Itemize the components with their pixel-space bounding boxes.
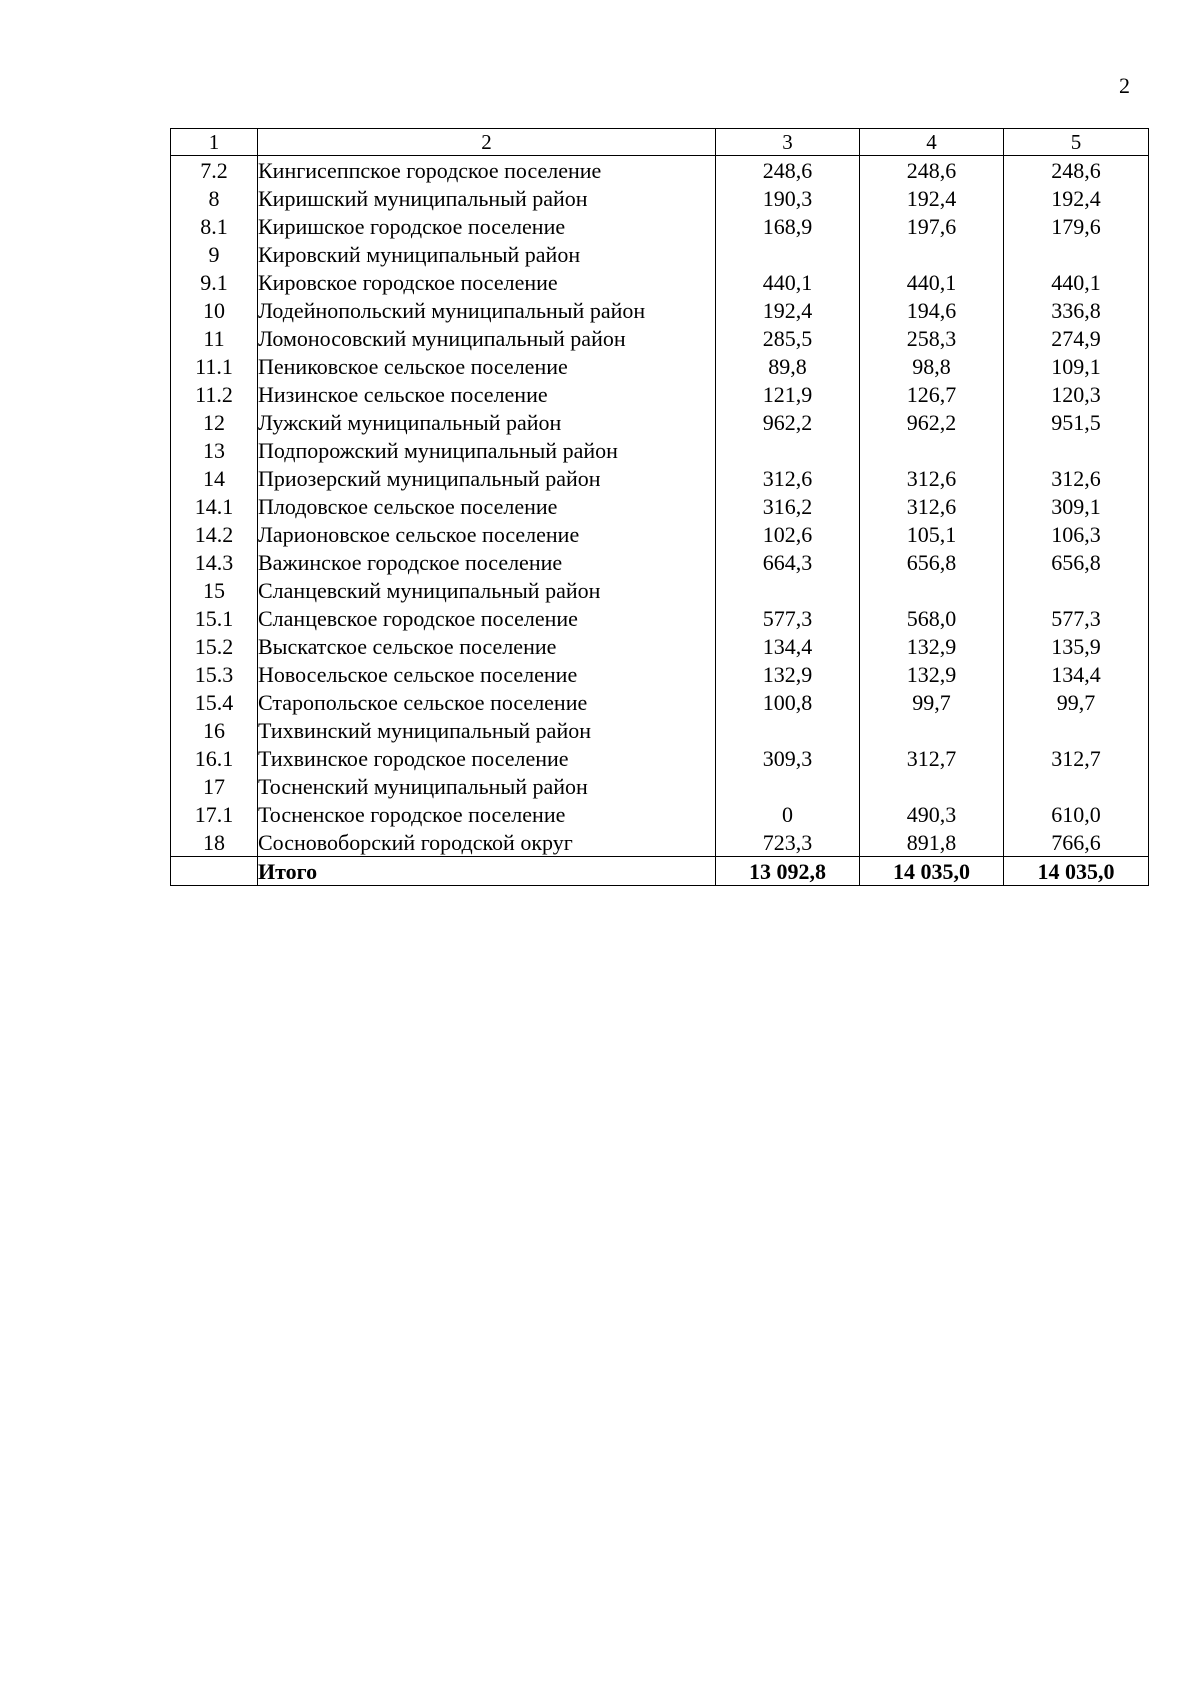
table-row (171, 772, 1149, 800)
row-value-cell: 99,7 (1004, 688, 1149, 716)
row-value-cell: 0 (716, 800, 860, 828)
row-value-cell: 134,4 (716, 632, 860, 660)
row-name-cell: Кировский муниципальный район (258, 240, 716, 268)
table-row (171, 828, 1149, 857)
table-row (171, 324, 1149, 352)
row-value-cell: 312,7 (1004, 744, 1149, 772)
row-value-cell: 135,9 (1004, 632, 1149, 660)
data-table (170, 128, 1149, 886)
row-value-cell: 440,1 (1004, 268, 1149, 296)
row-value-cell: 248,6 (860, 156, 1004, 185)
row-value-cell: 440,1 (860, 268, 1004, 296)
row-value-cell (860, 436, 1004, 464)
row-value-cell: 577,3 (716, 604, 860, 632)
table-row (171, 604, 1149, 632)
row-value-cell: 106,3 (1004, 520, 1149, 548)
total-number-cell (171, 857, 258, 886)
row-number-cell: 16.1 (171, 744, 258, 772)
row-number-cell: 14.2 (171, 520, 258, 548)
row-value-cell: 951,5 (1004, 408, 1149, 436)
row-value-cell (716, 240, 860, 268)
row-name-cell: Сланцевский муниципальный район (258, 576, 716, 604)
row-value-cell: 656,8 (1004, 548, 1149, 576)
row-name-cell: Киришское городское поселение (258, 212, 716, 240)
row-value-cell: 194,6 (860, 296, 1004, 324)
row-number-cell: 9.1 (171, 268, 258, 296)
row-value-cell (860, 716, 1004, 744)
row-value-cell: 102,6 (716, 520, 860, 548)
table-row (171, 800, 1149, 828)
row-value-cell: 197,6 (860, 212, 1004, 240)
column-header: 1 (171, 129, 258, 156)
row-value-cell: 656,8 (860, 548, 1004, 576)
table-row (171, 296, 1149, 324)
row-number-cell: 8 (171, 184, 258, 212)
row-name-cell: Тосненский муниципальный район (258, 772, 716, 800)
row-value-cell: 192,4 (860, 184, 1004, 212)
row-value-cell: 98,8 (860, 352, 1004, 380)
row-number-cell: 14 (171, 464, 258, 492)
row-value-cell: 248,6 (1004, 156, 1149, 185)
row-value-cell: 132,9 (860, 660, 1004, 688)
row-name-cell: Сланцевское городское поселение (258, 604, 716, 632)
row-value-cell: 962,2 (860, 408, 1004, 436)
row-value-cell: 577,3 (1004, 604, 1149, 632)
row-name-cell: Низинское сельское поселение (258, 380, 716, 408)
row-value-cell: 121,9 (716, 380, 860, 408)
page-number: 2 (1119, 73, 1130, 98)
row-value-cell: 285,5 (716, 324, 860, 352)
column-header: 2 (258, 129, 716, 156)
row-value-cell: 312,6 (716, 464, 860, 492)
row-name-cell: Тихвинский муниципальный район (258, 716, 716, 744)
row-value-cell: 316,2 (716, 492, 860, 520)
total-value-cell: 14 035,0 (1004, 857, 1149, 886)
row-value-cell (1004, 436, 1149, 464)
table-row (171, 548, 1149, 576)
row-value-cell: 309,3 (716, 744, 860, 772)
row-name-cell: Важинское городское поселение (258, 548, 716, 576)
row-number-cell: 15.2 (171, 632, 258, 660)
table-body (171, 156, 1149, 857)
row-value-cell: 766,6 (1004, 828, 1149, 857)
row-number-cell: 11.1 (171, 352, 258, 380)
row-value-cell (1004, 240, 1149, 268)
row-value-cell: 312,6 (860, 492, 1004, 520)
row-number-cell: 12 (171, 408, 258, 436)
row-name-cell: Приозерский муниципальный район (258, 464, 716, 492)
row-value-cell (860, 240, 1004, 268)
row-value-cell: 962,2 (716, 408, 860, 436)
row-number-cell: 7.2 (171, 156, 258, 185)
row-value-cell (1004, 772, 1149, 800)
row-number-cell: 15 (171, 576, 258, 604)
row-name-cell: Новосельское сельское поселение (258, 660, 716, 688)
total-row (171, 857, 1149, 886)
row-value-cell: 100,8 (716, 688, 860, 716)
row-number-cell: 17 (171, 772, 258, 800)
row-name-cell: Сосновоборский городской округ (258, 828, 716, 857)
row-name-cell: Старопольское сельское поселение (258, 688, 716, 716)
row-number-cell: 14.1 (171, 492, 258, 520)
row-value-cell (716, 436, 860, 464)
row-value-cell (716, 716, 860, 744)
row-value-cell: 274,9 (1004, 324, 1149, 352)
row-name-cell: Киришский муниципальный район (258, 184, 716, 212)
row-value-cell: 132,9 (860, 632, 1004, 660)
row-name-cell: Плодовское сельское поселение (258, 492, 716, 520)
row-value-cell (860, 772, 1004, 800)
row-value-cell: 168,9 (716, 212, 860, 240)
row-value-cell: 134,4 (1004, 660, 1149, 688)
row-value-cell: 312,7 (860, 744, 1004, 772)
row-value-cell: 120,3 (1004, 380, 1149, 408)
row-value-cell: 336,8 (1004, 296, 1149, 324)
row-value-cell: 490,3 (860, 800, 1004, 828)
table-row (171, 688, 1149, 716)
row-number-cell: 15.3 (171, 660, 258, 688)
row-number-cell: 18 (171, 828, 258, 857)
row-name-cell: Кингисеппское городское поселение (258, 156, 716, 185)
row-value-cell: 190,3 (716, 184, 860, 212)
table-row (171, 408, 1149, 436)
table-row (171, 520, 1149, 548)
row-name-cell: Ларионовское сельское поселение (258, 520, 716, 548)
row-value-cell: 258,3 (860, 324, 1004, 352)
row-value-cell: 312,6 (1004, 464, 1149, 492)
row-name-cell: Тихвинское городское поселение (258, 744, 716, 772)
row-value-cell: 179,6 (1004, 212, 1149, 240)
row-number-cell: 11.2 (171, 380, 258, 408)
row-name-cell: Тосненское городское поселение (258, 800, 716, 828)
row-value-cell (1004, 716, 1149, 744)
row-value-cell: 891,8 (860, 828, 1004, 857)
table-row (171, 632, 1149, 660)
row-name-cell: Кировское городское поселение (258, 268, 716, 296)
total-label: Итого (258, 857, 716, 886)
column-header: 5 (1004, 129, 1149, 156)
row-name-cell: Выскатское сельское поселение (258, 632, 716, 660)
row-name-cell: Пениковское сельское поселение (258, 352, 716, 380)
table-row (171, 380, 1149, 408)
row-number-cell: 15.1 (171, 604, 258, 632)
row-value-cell (860, 576, 1004, 604)
row-value-cell: 312,6 (860, 464, 1004, 492)
total-value-cell: 13 092,8 (716, 857, 860, 886)
total-value-cell: 14 035,0 (860, 857, 1004, 886)
row-number-cell: 8.1 (171, 212, 258, 240)
table-row (171, 156, 1149, 185)
row-number-cell: 15.4 (171, 688, 258, 716)
row-number-cell: 11 (171, 324, 258, 352)
row-number-cell: 17.1 (171, 800, 258, 828)
table-row (171, 716, 1149, 744)
table-row (171, 744, 1149, 772)
table-row (171, 436, 1149, 464)
column-header: 4 (860, 129, 1004, 156)
row-value-cell: 664,3 (716, 548, 860, 576)
table-row (171, 352, 1149, 380)
row-value-cell: 192,4 (716, 296, 860, 324)
row-value-cell: 126,7 (860, 380, 1004, 408)
row-value-cell: 248,6 (716, 156, 860, 185)
row-number-cell: 10 (171, 296, 258, 324)
row-value-cell: 723,3 (716, 828, 860, 857)
row-value-cell (716, 576, 860, 604)
row-value-cell: 105,1 (860, 520, 1004, 548)
column-header: 3 (716, 129, 860, 156)
table-row (171, 660, 1149, 688)
table-row (171, 268, 1149, 296)
row-value-cell: 192,4 (1004, 184, 1149, 212)
row-number-cell: 16 (171, 716, 258, 744)
row-value-cell: 610,0 (1004, 800, 1149, 828)
row-value-cell: 132,9 (716, 660, 860, 688)
row-name-cell: Лодейнопольский муниципальный район (258, 296, 716, 324)
table-row (171, 184, 1149, 212)
row-value-cell (1004, 576, 1149, 604)
row-number-cell: 14.3 (171, 548, 258, 576)
row-value-cell: 99,7 (860, 688, 1004, 716)
row-value-cell: 568,0 (860, 604, 1004, 632)
row-name-cell: Подпорожский муниципальный район (258, 436, 716, 464)
table-row (171, 240, 1149, 268)
row-value-cell: 89,8 (716, 352, 860, 380)
row-value-cell: 109,1 (1004, 352, 1149, 380)
table-row (171, 464, 1149, 492)
row-number-cell: 9 (171, 240, 258, 268)
table-header-row (171, 129, 1149, 156)
row-name-cell: Ломоносовский муниципальный район (258, 324, 716, 352)
table-row (171, 212, 1149, 240)
row-value-cell: 440,1 (716, 268, 860, 296)
table-row (171, 492, 1149, 520)
row-value-cell (716, 772, 860, 800)
row-name-cell: Лужский муниципальный район (258, 408, 716, 436)
table-row (171, 576, 1149, 604)
row-number-cell: 13 (171, 436, 258, 464)
row-value-cell: 309,1 (1004, 492, 1149, 520)
